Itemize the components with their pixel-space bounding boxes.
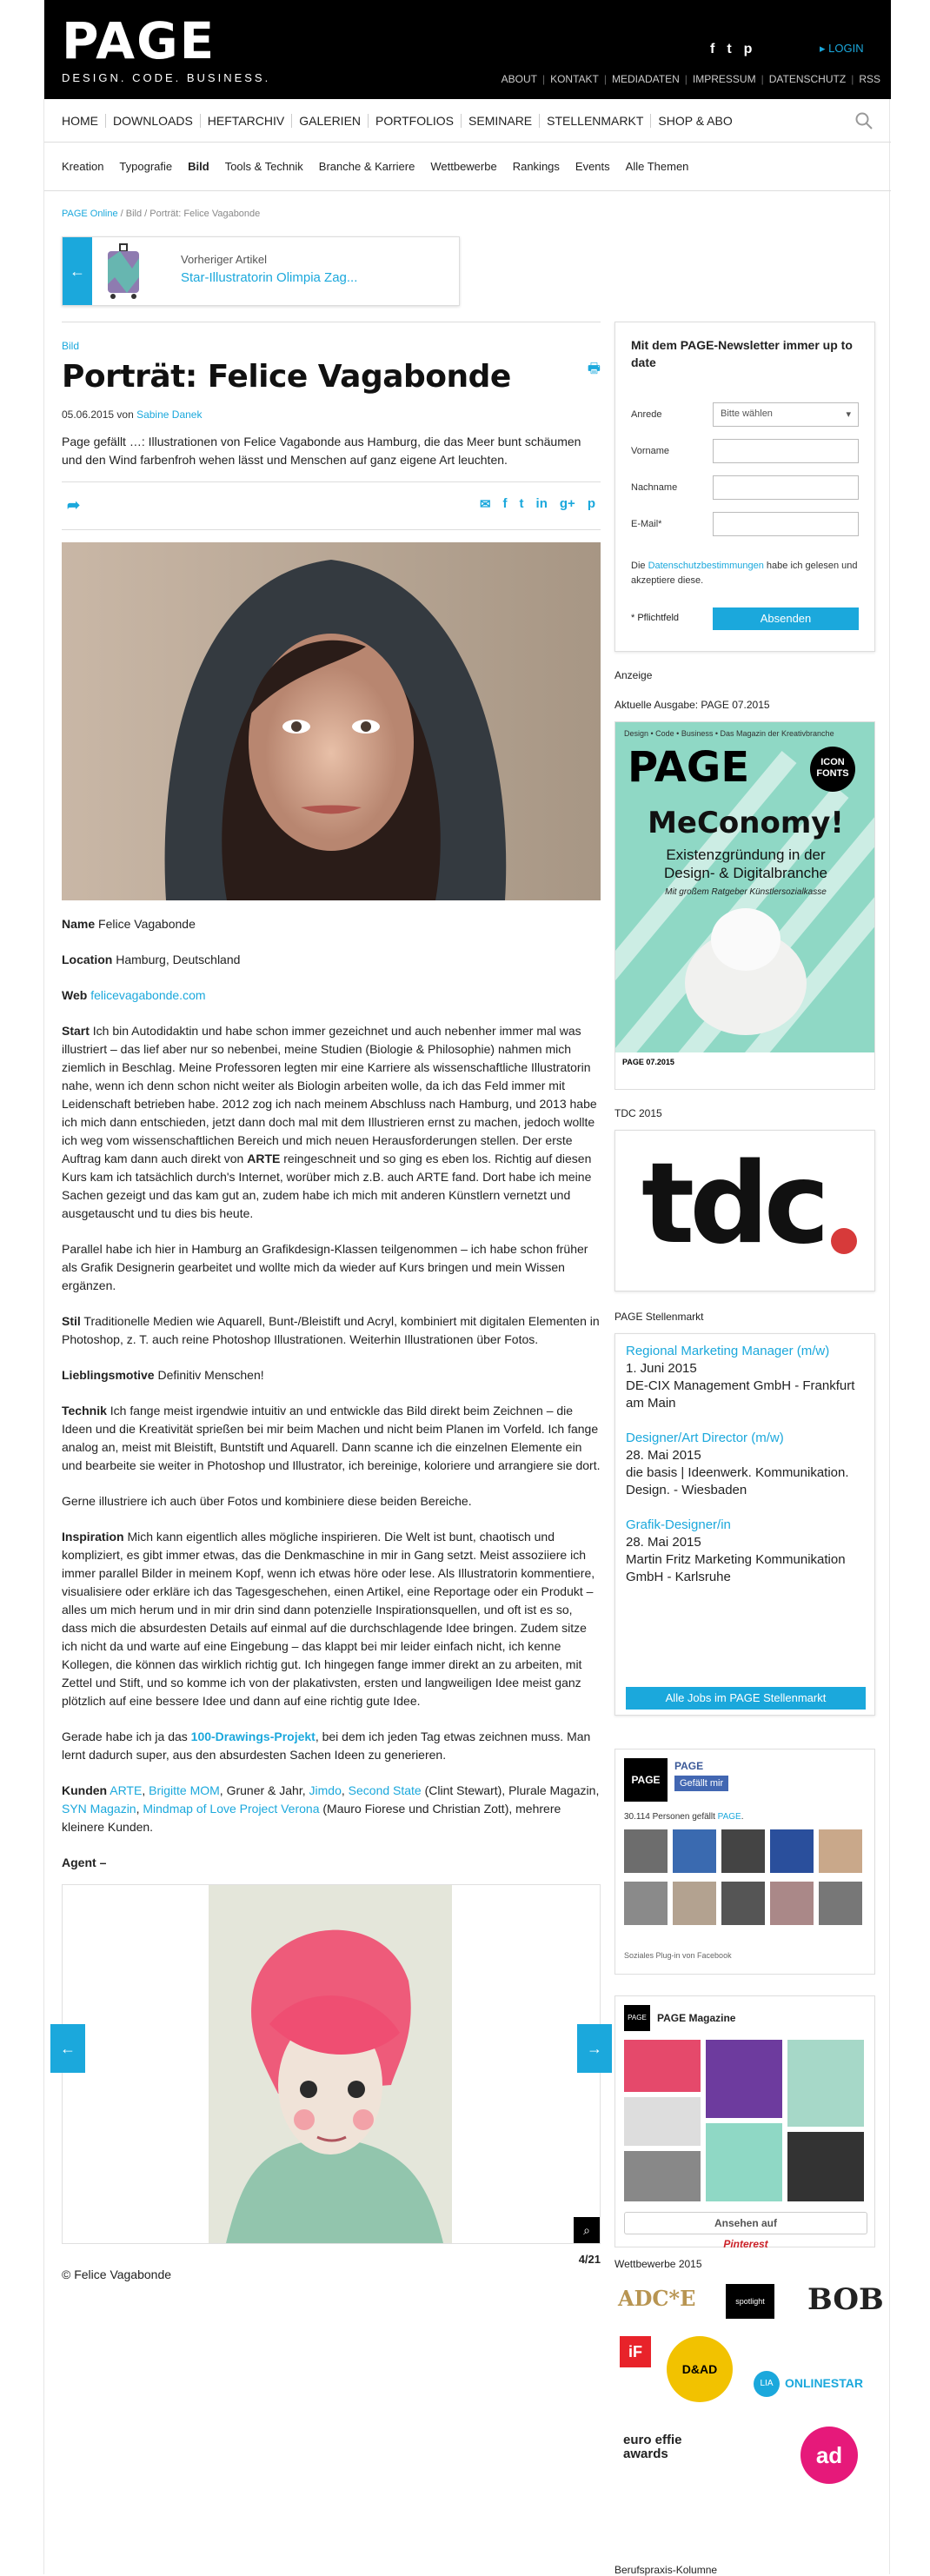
social-links — [710, 42, 752, 57]
topic-rankings[interactable]: Rankings — [512, 160, 560, 173]
award-onlinestar[interactable]: ONLINESTAR — [785, 2376, 863, 2390]
facebook-count-text: 30.114 Personen gefällt — [624, 1812, 718, 1822]
image-gallery — [62, 1884, 601, 2244]
name-label: Name — [62, 917, 96, 931]
nav-seminare[interactable]: SEMINARE — [462, 114, 540, 128]
share-links — [480, 496, 595, 512]
googleplus-share-icon[interactable]: g+ — [559, 496, 575, 511]
all-jobs-button[interactable]: Alle Jobs im PAGE Stellenmarkt — [626, 1687, 866, 1710]
datenschutz-link[interactable]: DATENSCHUTZ — [768, 73, 847, 85]
clients-text-1: , Gruner & Jahr, — [219, 1783, 309, 1797]
image-credit: © Felice Vagabonde — [62, 2267, 172, 2281]
pinterest-pins-grid — [624, 2040, 867, 2205]
topic-typografie[interactable]: Typografie — [119, 160, 173, 173]
pinterest-avatar: PAGE — [624, 2005, 650, 2031]
facebook-widget — [614, 1749, 875, 1975]
job-company: DE-CIX Management GmbH - Frankfurt am Main — [626, 1378, 855, 1411]
facebook-fans-grid — [624, 1829, 867, 1934]
facebook-plugin-note: Soziales Plug-in von Facebook — [624, 1951, 732, 1960]
article-title: Porträt: Felice Vagabonde — [62, 359, 511, 395]
tdc-banner[interactable] — [614, 1130, 875, 1291]
award-bob[interactable]: BOB — [807, 2282, 884, 2317]
newsletter-submit-button[interactable]: Absenden — [713, 607, 859, 630]
motive-text: Definitiv Menschen! — [157, 1368, 264, 1382]
tdc-label: TDC 2015 — [614, 1107, 662, 1119]
nav-shop[interactable]: SHOP & ABO — [658, 113, 733, 128]
kunden-label: Kunden — [62, 1783, 108, 1797]
nav-portfolios[interactable]: PORTFOLIOS — [369, 114, 462, 128]
column-label: Berufspraxis-Kolumne — [614, 2564, 718, 2576]
fotos-text: Gerne illustriere ich auch über Fotos und kombiniere diese beiden Bereiche. — [62, 1494, 472, 1508]
login-link[interactable]: ▸ LOGIN — [820, 42, 864, 55]
drawings-project-link[interactable]: 100-Drawings-Projekt — [190, 1730, 316, 1743]
search-icon[interactable] — [854, 111, 874, 130]
jobs-box — [614, 1333, 875, 1716]
client-brigitte-link[interactable]: Brigitte MOM — [149, 1783, 220, 1797]
vorname-input[interactable] — [713, 439, 859, 463]
cover-badge: ICON FONTS — [810, 747, 855, 792]
nav-stellenmarkt[interactable]: STELLENMARKT — [540, 114, 651, 128]
topic-branche[interactable]: Branche & Karriere — [318, 160, 415, 173]
start-text-b: reingeschneit und so ging es eben los. Richtig auf diesen Kurs kam ich tatsächlich durch's Internet, worüber mich z.B. auch ARTE fand. Dort habe ich meine Sachen gezeigt und das kam gut an, zudem habe ich mich mit anderen Künstlern vernetzt und ausgetauscht und tu dies bis heute. — [62, 1152, 592, 1220]
pinterest-logo[interactable]: Pinterest — [723, 2238, 768, 2250]
award-ad[interactable]: ad — [800, 2427, 858, 2484]
previous-article[interactable] — [62, 236, 460, 306]
magazine-cover[interactable] — [614, 721, 875, 1090]
award-effie[interactable]: euro effie awards — [623, 2433, 682, 2461]
topic-wettbewerbe[interactable]: Wettbewerbe — [430, 160, 497, 173]
ad-label: Anzeige — [614, 669, 653, 681]
job-item[interactable] — [626, 1517, 864, 1586]
sidebar — [614, 322, 884, 2576]
facebook-count-link[interactable]: PAGE — [717, 1812, 741, 1822]
cover-subline-2: Mit großem Ratgeber Künstlersozialkasse — [665, 887, 827, 897]
nav-downloads[interactable]: DOWNLOADS — [106, 114, 201, 128]
award-lia[interactable]: LIA — [754, 2371, 780, 2397]
privacy-note — [631, 559, 859, 588]
privacy-link[interactable]: Datenschutzbestimmungen — [648, 561, 764, 571]
job-company: Martin Fritz Marketing Kommunikation GmbH - Karlsruhe — [626, 1552, 846, 1584]
award-adce[interactable]: ADC*E — [618, 2286, 696, 2311]
article-meta — [62, 408, 601, 421]
topic-bild[interactable]: Bild — [188, 160, 209, 173]
client-mindmap-link[interactable]: Mindmap of Love Project Verona — [143, 1802, 320, 1816]
article-kicker[interactable]: Bild — [62, 340, 80, 352]
issue-label: Aktuelle Ausgabe: PAGE 07.2015 — [614, 699, 770, 711]
share-bar — [62, 481, 601, 530]
rss-link[interactable]: RSS — [859, 73, 880, 85]
print-icon[interactable]: 🖶 — [587, 362, 601, 376]
cover-headline: MeConomy! — [648, 806, 844, 840]
cover-logo: PAGE — [628, 743, 750, 792]
job-date: 28. Mai 2015 — [626, 1448, 701, 1463]
facebook-icon[interactable]: f — [710, 42, 715, 56]
job-company: die basis | Ideenwerk. Kommunikation. Design. - Wiesbaden — [626, 1465, 849, 1497]
impressum-link[interactable]: IMPRESSUM — [692, 73, 756, 85]
start-arte: ARTE — [247, 1152, 281, 1165]
pinterest-board-title[interactable]: PAGE Magazine — [657, 2012, 736, 2024]
breadcrumb-home[interactable]: PAGE Online — [62, 209, 118, 219]
jobs-label: PAGE Stellenmarkt — [614, 1311, 704, 1323]
required-note: * Pflichtfeld — [631, 613, 680, 623]
pinterest-icon[interactable]: p — [743, 42, 753, 56]
pinterest-widget — [614, 1995, 875, 2250]
job-title[interactable]: Regional Marketing Manager (m/w) — [626, 1344, 830, 1358]
page-logo[interactable]: PAGE — [62, 11, 216, 70]
facebook-page-logo[interactable]: PAGE — [624, 1758, 668, 1802]
parallel-text: Parallel habe ich hier in Hamburg an Grafikdesign-Klassen teilgenommen – ich habe schon früher als Grafik Designerin gearbeitet und wollte mich da wieder auf Kurs bringen und mein Wissen ergänzen. — [62, 1242, 588, 1292]
client-syn-link[interactable]: SYN Magazin — [62, 1802, 136, 1816]
job-title[interactable]: Designer/Art Director (m/w) — [626, 1431, 784, 1445]
cover-issue: PAGE 07.2015 — [622, 1058, 674, 1066]
topic-kreation[interactable]: Kreation — [62, 160, 104, 173]
site-header — [44, 0, 891, 99]
award-if[interactable]: iF — [620, 2336, 651, 2367]
linkedin-share-icon[interactable]: in — [535, 496, 548, 511]
anrede-value: Bitte wählen — [721, 408, 773, 419]
previous-label: Vorheriger Artikel — [181, 253, 267, 266]
breadcrumb-section[interactable]: Bild — [125, 209, 143, 219]
twitter-share-icon[interactable]: t — [519, 496, 524, 511]
agent-value: – — [99, 1856, 107, 1869]
job-date: 1. Juni 2015 — [626, 1361, 697, 1376]
award-spotlight[interactable]: spotlight — [726, 2284, 774, 2319]
cover-subline: Existenzgründung in der Design- & Digitalbranche — [663, 846, 828, 881]
vorname-label: Vorname — [631, 446, 670, 456]
job-item[interactable] — [626, 1430, 864, 1499]
job-item[interactable] — [626, 1343, 864, 1412]
newsletter-title: Mit dem PAGE-Newsletter immer up to date — [631, 338, 853, 369]
privacy-text-b: habe ich gelesen und akzeptiere diese. — [631, 561, 858, 586]
main-nav — [44, 99, 891, 143]
nav-heftarchiv[interactable]: HEFTARCHIV — [201, 114, 292, 128]
tdc-logo: tdc — [641, 1139, 825, 1269]
facebook-share-icon[interactable]: f — [502, 496, 508, 511]
twitter-icon[interactable]: t — [727, 42, 732, 56]
nav-galerien[interactable]: GALERIEN — [292, 114, 369, 128]
breadcrumb-current: Porträt: Felice Vagabonde — [149, 209, 261, 219]
job-date: 28. Mai 2015 — [626, 1535, 701, 1550]
name-value: Felice Vagabonde — [98, 917, 196, 931]
gallery-illustration — [209, 1885, 452, 2243]
newsletter-box — [614, 322, 875, 652]
email-label: E-Mail* — [631, 519, 662, 529]
pinterest-share-icon[interactable]: p — [587, 496, 595, 511]
inspiration-label: Inspiration — [62, 1530, 124, 1544]
anrede-select[interactable] — [713, 402, 859, 427]
zoom-icon[interactable]: ⌕ — [574, 2217, 600, 2243]
author-link[interactable]: Sabine Danek — [136, 408, 203, 421]
pinterest-view-button[interactable]: Ansehen auf — [624, 2212, 867, 2234]
client-secondstate-link[interactable]: Second State — [348, 1783, 422, 1797]
chevron-down-icon: ▾ — [846, 409, 851, 420]
gallery-counter: 4/21 — [578, 2253, 601, 2266]
clients-text-2: (Clint Stewart), Plurale Magazin, — [421, 1783, 600, 1797]
motive-label: Lieblingsmotive — [62, 1368, 155, 1382]
top-links: ABOUT | KONTAKT | MEDIADATEN | IMPRESSUM | DATENSCHUTZ | RSS — [501, 73, 880, 85]
facebook-page-name[interactable]: PAGE — [674, 1760, 704, 1772]
nachname-label: Nachname — [631, 482, 678, 493]
gerade-text-a: Gerade habe ich ja das — [62, 1730, 191, 1743]
tdc-seal-icon — [831, 1228, 857, 1254]
breadcrumb: PAGE Online / Bild / Porträt: Felice Vagabonde — [62, 209, 261, 219]
article-lead: Page gefällt …: Illustrationen von Felice Vagabonde aus Hamburg, die das Meer bunt schäumen und den Wind farbenfroh wehen lässt und Menschen auf ganz eigene Art leuchten. — [62, 435, 581, 467]
nav-home[interactable]: HOME — [55, 114, 106, 128]
nachname-input[interactable] — [713, 475, 859, 500]
share-icon[interactable]: ➦ — [67, 496, 81, 514]
facebook-like-button[interactable]: Gefällt mir — [674, 1776, 728, 1791]
agent-label: Agent — [62, 1856, 96, 1869]
location-label: Location — [62, 953, 113, 966]
topic-events[interactable]: Events — [575, 160, 610, 173]
gallery-prev-button[interactable]: ← — [50, 2024, 85, 2073]
email-input[interactable] — [713, 512, 859, 536]
technik-text: Ich fange meist irgendwie intuitiv an und entwickle das Bild direkt beim Zeichnen – die Ideen und die Kreativität sprießen bei mir beim Machen und nicht beim Planen im Vorfeld. Ich fange analog an, meist mit Bleistift, Buntstift und Aquarell. Dann scanne ich die einzelnen Elemente ein und bearbeite sie weiter in Photoshop und Illustrator, ich bereinige, koloriere und arrangiere sie dort. — [62, 1404, 601, 1472]
privacy-text-a: Die — [631, 561, 648, 571]
stil-text: Traditionelle Medien wie Aquarell, Bunt-/Bleistift und Acryl, kombiniert mit digitalen Elementen in Photoshop, z. T. auch reine Photoshop Illustrationen. Weiterhin Illustrationen über Fotos. — [62, 1314, 600, 1346]
arrow-left-icon[interactable]: ← — [63, 237, 92, 305]
web-label: Web — [62, 988, 88, 1002]
topic-tools[interactable]: Tools & Technik — [224, 160, 303, 173]
article — [62, 322, 601, 2281]
tagline: DESIGN. CODE. BUSINESS. — [62, 71, 271, 84]
award-dad[interactable]: D&AD — [667, 2336, 733, 2402]
location-value: Hamburg, Deutschland — [116, 953, 241, 966]
start-label: Start — [62, 1024, 90, 1038]
suitcase-thumbnail — [103, 242, 144, 300]
inspiration-text: Mich kann eigentlich alles mögliche inspirieren. Die Welt ist bunt, chaotisch und kompliziert, es gibt immer etwas, das die Denkmaschine in mir in Gang setzt. Meist assoziiere ich immer parallel Bilder in meinem Kopf, wenn ich etwas höre oder lese. Als Illustratorin kommentiere, visualisiere oder erkläre ich das Tagesgeschehen, einen Artikel, eine Reportage oder ein Produkt – alles um mich herum und in mir drin sind dann potenzielle Inspirationsquellen, und oft ist es so, dass mich die absurdesten Details auf einmal auf die durchschlagende Idee bringen. Zudem sitze ich nicht da und warte auf eine Eingebung – das klappt bei mir leider einfach nicht, ich kenne Kollegen, die können das wirklich richtig gut. Ich hingegen fange immer direkt an zu arbeiten, mit Zettel und Stift, und so komme ich von der plakativsten, ersten und langweiligen Idee meist ganz plötzlich auf eine bessere Idee und dann auf eine richtig gute Idee. — [62, 1530, 595, 1708]
start-text-a: Ich bin Autodidaktin und habe schon immer gezeichnet und auch nebenher immer mal was illustriert – das lief aber nur so nebenbei, meine Studien (Biologie & Philosophie) nahmen mich ziemlich in Beschlag. Meine Professoren legten mir eine Karriere als wissenschaftliche Illustratorin nahe, wenn ich denn schon nicht weiter als Biologin arbeiten wolle, da ich das Feld immer mit Leidenschaft betrieben habe. 2012 zog ich nach meinem Abschluss nach Hamburg, und 2013 habe ich mich dann entschieden, jetzt dann doch mal mit dem Illustrieren ernst zu machen, jedoch wollte ich weg vom wissenschaftlichen Bereich und mich neuen Herausforderungen stellen. Der erste Auftrag kam dann auch direkt von — [62, 1024, 597, 1165]
anrede-label: Anrede — [631, 409, 662, 420]
awards-label: Wettbewerbe 2015 — [614, 2258, 702, 2270]
kontakt-link[interactable]: KONTAKT — [550, 73, 599, 85]
topic-nav — [44, 143, 891, 191]
login-label: LOGIN — [828, 42, 864, 55]
web-link[interactable]: felicevagabonde.com — [90, 988, 206, 1002]
cover-kicker: Design • Code • Business • Das Magazin der Kreativbranche — [624, 729, 834, 738]
about-link[interactable]: ABOUT — [501, 73, 537, 85]
facebook-count: 30.114 Personen gefällt PAGE. — [624, 1812, 744, 1822]
previous-title[interactable]: Star-Illustratorin Olimpia Zag... — [181, 270, 358, 285]
client-arte-link[interactable]: ARTE — [110, 1783, 143, 1797]
topic-alle[interactable]: Alle Themen — [625, 160, 689, 173]
awards-grid — [614, 2281, 884, 2515]
stil-label: Stil — [62, 1314, 81, 1328]
mediadaten-link[interactable]: MEDIADATEN — [612, 73, 680, 85]
article-date: 05.06.2015 von — [62, 408, 137, 421]
client-jimdo-link[interactable]: Jimdo — [309, 1783, 342, 1797]
page-wrapper — [43, 0, 890, 2574]
article-body: Name Felice Vagabonde Location Hamburg, Deutschland Web felicevagabonde.com Start Ich bin Autodidaktin und habe schon immer gezeichnet und auch nebenher immer mal was illustriert – das lief aber nur so nebenbei, meine Studien (Biologie & Philosophie) nahmen mich ziemlich in Beschlag. Meine Professoren legten mir eine Karriere als wissenschaftliche Illustratorin nahe, wenn ich denn schon nicht weiter als Biologin arbeiten wolle, da ich das Feld immer mit Leidenschaft betrieben habe. 2012 zog ich nach meinem Abschluss nach Hamburg, und 2013 habe ich mich dann entschieden, jetzt dann doch mal mit dem Illustrieren ernst zu machen, jedoch wollte ich weg vom wissenschaftlichen Bereich und mich neuen Herausforderungen stellen. Der erste Auftrag kam dann auch direkt von ARTE reingeschneit und so ging es eben los. Richtig auf diesen Kurs kam ich tatsächlich durch's Internet, worüber mich z.B. auch ARTE fand. Dort habe ich meine Sachen gezeigt und das kam gut an, zudem habe ich mich mit anderen Künstlern vernetzt und ausgetauscht und tu dies bis heute. Parallel habe ich hier in Hamburg an Grafikdesign-Klassen teilgenommen – ich habe schon früher als Grafik Designerin gearbeitet und wollte mich da wieder auf Kurs bringen und mein Wissen ergänzen. Stil Traditionelle Medien wie Aquarell, Bunt-/Bleistift und Acryl, kombiniert mit digitalen Elementen in Photoshop, z. T. auch reine Photoshop Illustrationen. Weiterhin Illustrationen über Fotos. Lieblingsmotive Definitiv Menschen! Technik Ich fange meist irgendwie intuitiv an und entwickle das Bild direkt beim Zeichnen – die Ideen und die Kreativität sprießen bei mir beim Machen und nicht beim Planen im Vorfeld. Ich fange analog an, meist mit Bleistift, Buntstift und Aquarell. Dann scanne ich die einzelnen Elemente ein und bearbeite sie weiter in Photoshop und Illustrator, ich bereinige, koloriere und arrangiere sie dort. Gerne illustriere ich auch über Fotos und kombiniere diese beiden Bereiche. Inspiration Mich kann eigentlich alles mögliche inspirieren. Die Welt ist bunt, chaotisch und kompliziert, es gibt immer etwas, das die Denkmaschine in mir in Gang setzt. Meist assoziiere ich immer parallel Bilder in meinem Kopf, wenn ich etwas höre oder lese. Als Illustratorin kommentiere, visualisiere oder erkläre ich das Tagesgeschehen, einen Artikel, eine Reportage oder ein Produkt – alles um mich herum und in mir drin sind dann potenzielle Inspirationsquellen, und oft ist es so, dass mich die absurdesten Details auf einmal auf die durchschlagende Idee bringen. Zudem sitze ich nicht da und warte auf eine Eingebung – das klappt bei mir leider einfach nicht, ich kenne Kollegen, die können das wirklich richtig gut. Ich hingegen fange immer direkt an zu arbeiten, mit Zettel und Stift, und so komme ich von der plakativsten, ersten und langweiligen Idee meist ganz plötzlich auf eine bessere Idee und dann auf eine richtig gute Idee. Gerade habe ich ja das 100-Drawings-Projekt, bei dem ich jeden Tag etwas zeichnen muss. Man lernt dadurch super, aus den absurdesten Sachen Ideen zu generieren. Kunden ARTE, Brigitte MOM, Gruner & Jahr, Jimdo, Second State (Clint Stewart), Plurale Magazin, SYN Magazin, Mindmap of Love Project Verona (Mauro Fiorese und Christian Zott), mehrere kleinere Kunden. Agent – — [62, 917, 601, 1869]
clients-text-3: (Mauro Fiorese und Christian Zott), mehrere kleinere Kunden. — [62, 1802, 561, 1834]
portrait-photo — [62, 542, 601, 900]
mail-icon[interactable]: ✉ — [479, 497, 491, 512]
gallery-next-button[interactable]: → — [577, 2024, 612, 2073]
job-title[interactable]: Grafik-Designer/in — [626, 1517, 731, 1532]
gerade-text-b: , bei dem ich jeden Tag etwas zeichnen muss. Man lernt dadurch super, aus den absurdesten Sachen Ideen zu generieren. — [62, 1730, 591, 1762]
technik-label: Technik — [62, 1404, 107, 1417]
